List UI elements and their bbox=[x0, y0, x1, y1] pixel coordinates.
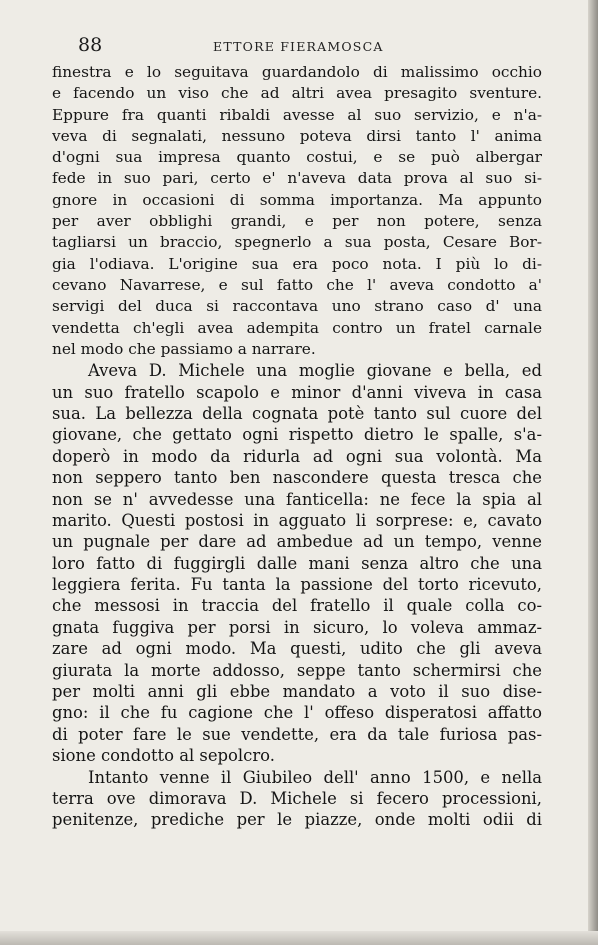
text-line: fede in suo pari, certo e' n'aveva data prova al suo si- bbox=[52, 169, 542, 188]
text-line: gnata fuggiva per porsi in sicuro, lo voleva ammaz- bbox=[52, 617, 542, 637]
text-line: giurata la morte addosso, seppe tanto schermirsi che bbox=[52, 660, 542, 680]
text-line: zare ad ogni modo. Ma questi, udito che gli aveva bbox=[52, 639, 542, 659]
text-line: sione condotto al sepolcro. bbox=[52, 746, 275, 766]
body-text bbox=[52, 62, 542, 831]
page-header bbox=[78, 34, 548, 60]
paragraph-1 bbox=[52, 62, 542, 360]
text-line: che messosi in traccia del fratello il quale colla co- bbox=[52, 596, 542, 616]
text-line: leggiera ferita. Fu tanta la passione del torto ricevuto, bbox=[52, 575, 542, 595]
text-line: terra ove dimorava D. Michele si fecero processioni, bbox=[52, 788, 542, 808]
text-line: veva di segnalati, nessuno poteva dirsi tanto l' anima bbox=[52, 126, 542, 145]
text-line: un pugnale per dare ad ambedue ad un tempo, venne bbox=[52, 532, 542, 552]
text-line: servigi del duca si raccontava uno strano caso d' una bbox=[52, 297, 542, 316]
page-number: 88 bbox=[78, 34, 103, 56]
text-line: gnore in occasioni di somma importanza. Ma appunto bbox=[52, 190, 542, 209]
running-title: ETTORE FIERAMOSCA bbox=[213, 39, 384, 54]
text-line: di poter fare le sue vendette, era da tale furiosa pas- bbox=[52, 724, 542, 744]
text-line: d'ogni sua impresa quanto costui, e se può albergar bbox=[52, 148, 542, 167]
text-line: per molti anni gli ebbe mandato a voto il suo dise- bbox=[52, 682, 542, 702]
page-bottom-edge bbox=[0, 931, 598, 945]
text-line: nel modo che passiamo a narrare. bbox=[52, 339, 316, 358]
text-line: penitenze, prediche per le piazze, onde molti odii di bbox=[52, 810, 542, 830]
text-line: cevano Navarrese, e sul fatto che l' aveva condotto a' bbox=[52, 275, 542, 294]
text-line: non se n' avvedesse una fanticella: ne fece la spia al bbox=[52, 489, 542, 509]
paragraph-3 bbox=[52, 767, 542, 831]
text-line: loro fatto di fuggirgli dalle mani senza altro che una bbox=[52, 553, 542, 573]
text-line: tagliarsi un braccio, spegnerlo a sua posta, Cesare Bor- bbox=[52, 233, 542, 252]
page-edge-shadow bbox=[588, 0, 598, 945]
text-line: marito. Questi postosi in agguato li sorprese: e, cavato bbox=[52, 510, 542, 530]
text-line: finestra e lo seguitava guardandolo di malissimo occhio bbox=[52, 63, 542, 81]
text-line: vendetta ch'egli avea adempita contro un fratel carnale bbox=[52, 318, 542, 337]
text-line: non seppero tanto ben nascondere questa tresca che bbox=[52, 468, 542, 488]
text-line: giovane, che gettato ogni rispetto dietro le spalle, s'a- bbox=[52, 425, 542, 445]
text-line: Intanto venne il Giubileo dell' anno 1500, e nella bbox=[88, 767, 542, 787]
text-line: per aver obblighi grandi, e per non potere, senza bbox=[52, 212, 542, 231]
text-line: Aveva D. Michele una moglie giovane e bella, ed bbox=[88, 361, 542, 381]
text-line: gno: il che fu cagione che l' offeso disperatosi affatto bbox=[52, 703, 542, 723]
text-line: un suo fratello scapolo e minor d'anni viveva in casa bbox=[52, 382, 542, 402]
text-line: doperò in modo da ridurla ad ogni sua volontà. Ma bbox=[52, 446, 542, 466]
text-line: e facendo un viso che ad altri avea presagito sventure. bbox=[52, 84, 542, 103]
text-line: Eppure fra quanti ribaldi avesse al suo servizio, e n'a- bbox=[52, 105, 542, 124]
text-line: gia l'odiava. L'origine sua era poco nota. I più lo di- bbox=[52, 254, 542, 273]
text-line: sua. La bellezza della cognata potè tanto sul cuore del bbox=[52, 403, 542, 423]
paragraph-2 bbox=[52, 360, 542, 766]
